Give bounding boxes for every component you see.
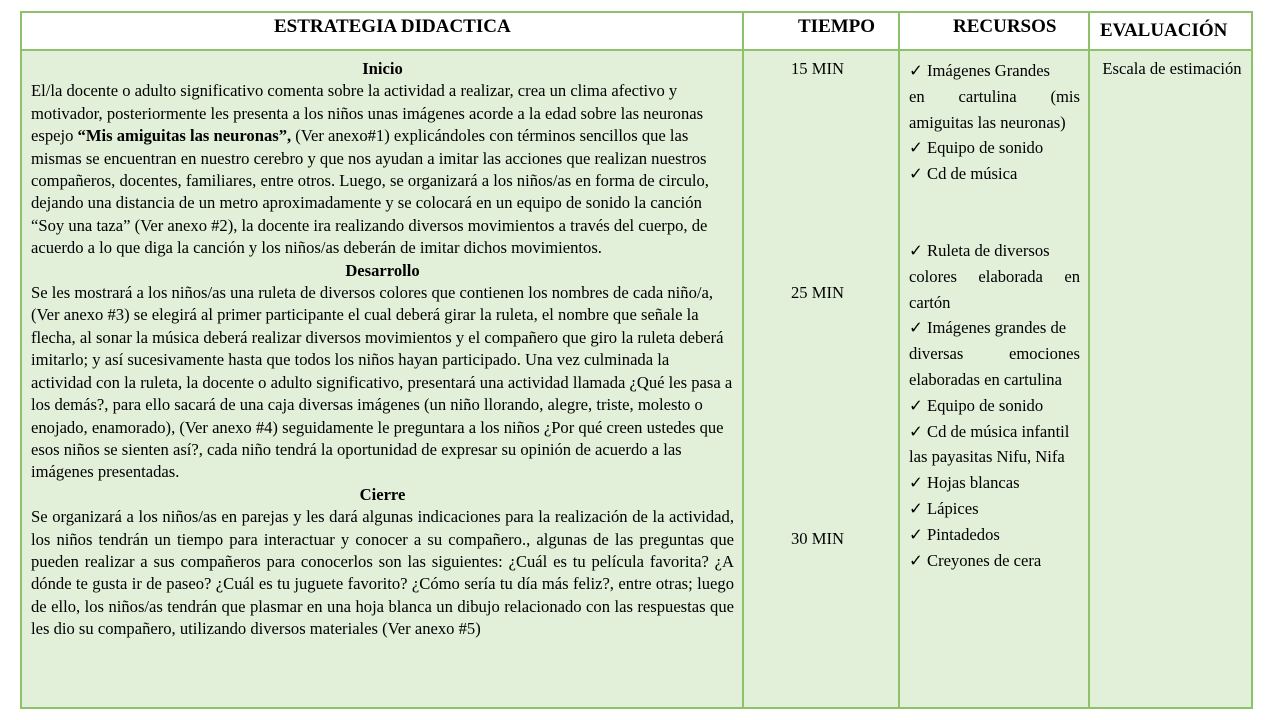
recurso-continuation: las payasitas Nifu, Nifa <box>909 447 1065 467</box>
tiempo-cierre: 30 MIN <box>791 529 845 548</box>
header-recursos: RECURSOS <box>953 16 1057 37</box>
desarrollo-title: Desarrollo <box>345 260 420 280</box>
recurso-item: ✓ Equipo de sonido <box>909 135 1080 161</box>
recurso-item: ✓ Pintadedos <box>909 522 1080 548</box>
tiempo-inicio: 15 MIN <box>791 59 845 78</box>
check-icon: ✓ <box>909 421 923 441</box>
recurso-item: ✓ Equipo de sonido <box>909 393 1080 419</box>
recurso-item: ✓ Ruleta de diversos <box>909 238 1080 264</box>
recurso-continuation: colores elaborada en cartón <box>909 266 1080 312</box>
recurso-continuation: diversas emociones elaboradas en cartulina <box>909 344 1080 389</box>
check-icon: ✓ <box>909 240 923 260</box>
check-icon: ✓ <box>909 138 923 158</box>
inicio-text-a: El/la docente o adulto significativo comenta sobre la actividad a realizar, crea un clima afectivo y motivador, posteriormente les presenta a los niños unas imágenes acorde a la edad sobre las neuronas espejo <box>31 81 704 146</box>
estrategia-cell <box>31 58 734 641</box>
tiempo-desarrollo: 25 MIN <box>791 283 845 302</box>
recurso-item: ✓ Cd de música infantil <box>909 419 1080 445</box>
recurso-item: ✓ Imágenes Grandes <box>909 58 1080 84</box>
inicio-text-b: (Ver anexo#1) explicándoles con términos sencillos que las mismas se encuentran en nuestro cerebro y que nos ayudan a imitar las acciones que realizan nuestros compañeros, docentes, familiares, entre otros. Luego, se organizará a los niños/as en forma de circulo, dejando una distancia de un metro aproximadamente y se colocará en un equipo de sonido la canción “Soy una taza” (Ver anexo #2), la docente ira realizando diversos movimientos a través del cuerpo, de acuerdo a lo que diga la canción y los niños/as deberán de imitar dichos movimientos. <box>31 126 709 258</box>
cierre-title: Cierre <box>359 484 406 504</box>
header-estrategia: ESTRATEGIA DIDACTICA <box>274 16 511 37</box>
check-icon: ✓ <box>909 550 923 570</box>
recurso-item: ✓ Lápices <box>909 496 1080 522</box>
recursos-cell <box>909 58 1080 573</box>
recurso-continuation: en cartulina (mis amiguitas las neuronas) <box>909 86 1080 132</box>
header-tiempo: TIEMPO <box>798 16 876 37</box>
recurso-item: ✓ Cd de música <box>909 161 1080 187</box>
spacer <box>909 187 1080 238</box>
column-divider <box>742 13 744 707</box>
inicio-paragraph <box>31 80 734 259</box>
column-divider <box>1088 13 1090 707</box>
header-evaluacion: EVALUACIÓN <box>1100 20 1228 41</box>
inicio-bold-title: “Mis amiguitas las neuronas”, <box>77 126 292 146</box>
recurso-item: ✓ Hojas blancas <box>909 470 1080 496</box>
check-icon: ✓ <box>909 498 923 518</box>
desarrollo-paragraph: Se les mostrará a los niños/as una ruleta de diversos colores que contienen los nombres de cada niño/a, (Ver anexo #3) se elegirá al primer participante el cual deberá girar la ruleta, el nombre que señale la flecha, al sonar la música deberá realizar diversos movimientos y el compañero que giro la ruleta deberá imitarlo; y así sucesivamente hasta que todos los niños hayan participado. Una vez culminada la actividad con la ruleta, la docente o adulto significativo, presentará una actividad llamada ¿Qué les pasa a los demás?, para ello sacará de una caja diversas imágenes (un niño llorando, alegre, triste, molesto o enojado, enamorado), (Ver anexo #4) seguidamente le preguntara a los niños ¿Por qué creen ustedes que esos niños se sienten así?, cada niño tendrá la oportunidad de expresar su opinión de acuerdo a las imágenes presentadas. <box>31 283 733 482</box>
evaluacion-text: Escala de estimación <box>1102 59 1242 78</box>
recurso-item: ✓ Creyones de cera <box>909 548 1080 574</box>
planning-table <box>20 11 1253 709</box>
check-icon: ✓ <box>909 473 923 493</box>
inicio-title: Inicio <box>362 59 403 78</box>
check-icon: ✓ <box>909 524 923 544</box>
check-icon: ✓ <box>909 164 923 184</box>
recurso-item: ✓ Imágenes grandes de <box>909 315 1080 341</box>
check-icon: ✓ <box>909 318 923 338</box>
cierre-paragraph: Se organizará a los niños/as en parejas y les dará algunas indicaciones para la realización de la actividad, los niños tendrán un tiempo para interactuar y conocer a su compañero., algunas de las preguntas que pueden realizar a sus compañeros para conocerlos son las siguientes: ¿Cuál es tu película favorita? ¿A dónde te gusta ir de paseo? ¿Cuál es tu juguete favorito? ¿Cómo sería tu día más feliz?, entre otras; luego de ello, los niños/as tendrán que plasmar en una hoja blanca un dibujo relacionado con las respuestas que les dio su compañero, utilizando diversos materiales (Ver anexo #5) <box>31 507 734 639</box>
table-header-row <box>22 13 1251 51</box>
check-icon: ✓ <box>909 395 923 415</box>
check-icon: ✓ <box>909 61 923 80</box>
column-divider <box>898 13 900 707</box>
